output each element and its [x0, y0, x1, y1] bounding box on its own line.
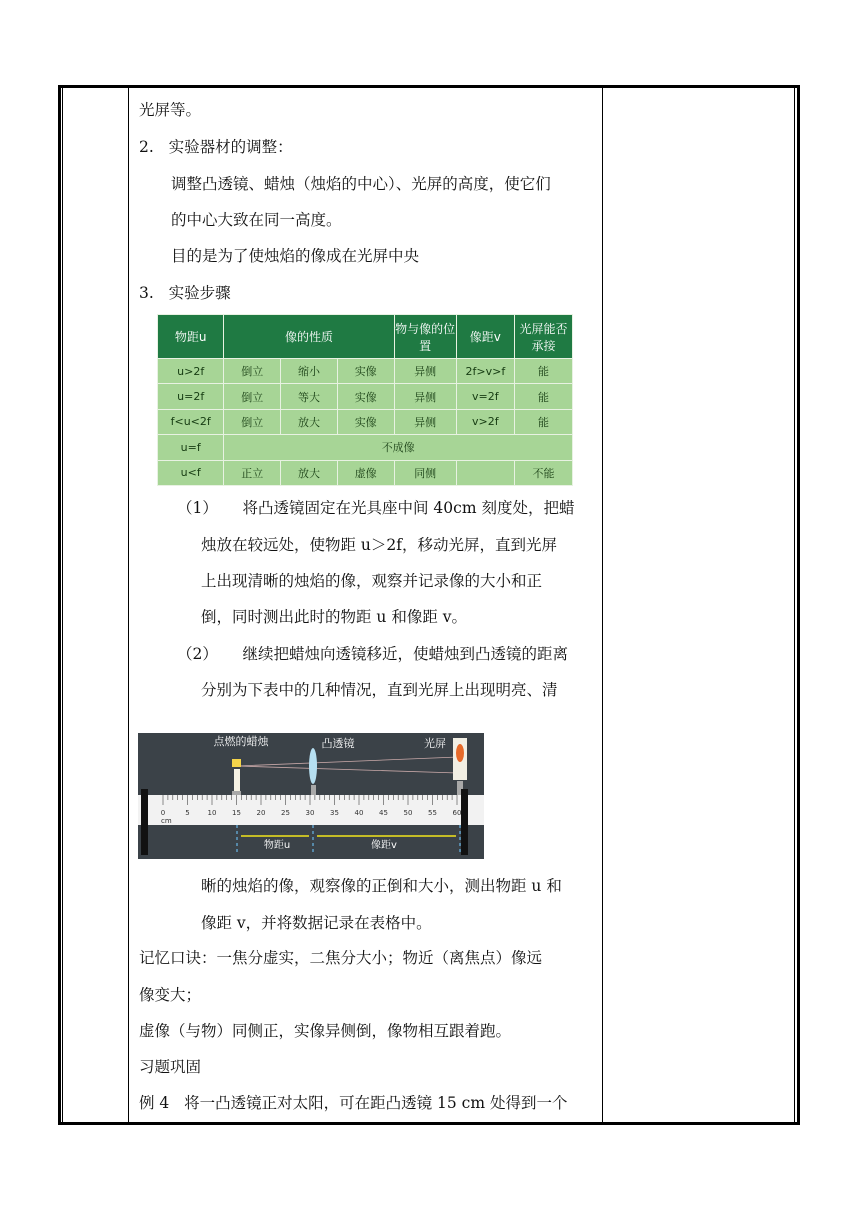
- step-line: 像距 v，并将数据记录在表格中。: [201, 914, 432, 932]
- exercise-heading: 习题巩固: [139, 1058, 202, 1076]
- table-cell: 等大: [281, 384, 338, 409]
- mnemonic-line: 记忆口诀：一焦分虚实，二焦分大小；物近（离焦点）像远: [139, 949, 543, 967]
- table-cell: 放大: [281, 460, 338, 485]
- table-cell: 异侧: [394, 384, 456, 409]
- text-line: 光屏等。: [139, 101, 202, 119]
- table-cell: 不成像: [224, 435, 573, 460]
- table-cell: u>2f: [158, 359, 224, 384]
- table-cell: v=2f: [456, 384, 514, 409]
- table-cell: 能: [514, 409, 572, 434]
- lens-label: 凸透镜: [321, 737, 355, 750]
- ruler-tick-label: 30: [305, 809, 315, 817]
- step-line: 分别为下表中的几种情况，直到光屏上出现明亮、清: [201, 681, 558, 699]
- table-cell: 能: [514, 384, 572, 409]
- ruler-tick-label: 35: [330, 809, 339, 817]
- table-header: 物与像的位置: [394, 315, 456, 359]
- section-heading: 2. 实验器材的调整：: [139, 138, 293, 156]
- section-heading: 3. 实验步骤: [139, 284, 231, 302]
- step-line: （2） 继续把蜡烛向透镜移近，使蜡烛到凸透镜的距离: [177, 645, 568, 663]
- ruler-tick-label: 10: [207, 809, 217, 817]
- table-cell-slash: [456, 460, 514, 485]
- ruler-tick-label: 20: [256, 809, 266, 817]
- table-cell: 虚像: [337, 460, 394, 485]
- table-cell: 同侧: [394, 460, 456, 485]
- table-cell: 实像: [337, 359, 394, 384]
- ruler-tick-label: 60: [452, 809, 462, 817]
- table-header: 像的性质: [224, 315, 394, 359]
- optical-bench-photo: [138, 733, 484, 859]
- step-line: 烛放在较远处，使物距 u＞2f，移动光屏，直到光屏: [201, 536, 558, 554]
- table-cell: 不能: [514, 460, 572, 485]
- mnemonic-line: 虚像（与物）同侧正，实像异侧倒，像物相互跟着跑。: [139, 1022, 512, 1040]
- ruler-unit: cm: [161, 817, 172, 825]
- column-divider-left: [128, 85, 129, 1125]
- table-cell: f<u<2f: [158, 409, 224, 434]
- object-distance-label: 物距u: [263, 840, 291, 851]
- table-frame: [58, 85, 800, 1125]
- table-cell: 放大: [281, 409, 338, 434]
- example-line: 例 4 将一凸透镜正对太阳，可在距凸透镜 15 cm 处得到一个: [139, 1094, 568, 1112]
- table-cell: u=f: [158, 435, 224, 460]
- text-line: 的中心大致在同一高度。: [171, 211, 342, 229]
- ruler-tick-label: 45: [379, 809, 388, 817]
- ruler-tick-label: 15: [232, 809, 241, 817]
- table-cell: 倒立: [224, 409, 281, 434]
- table-cell: u=2f: [158, 384, 224, 409]
- text-line: 目的是为了使烛焰的像成在光屏中央: [171, 247, 420, 265]
- table-header: 像距v: [456, 315, 514, 359]
- table-cell: v>2f: [456, 409, 514, 434]
- table-cell: 正立: [224, 460, 281, 485]
- step-line: （1） 将凸透镜固定在光具座中间 40cm 刻度处，把蜡: [177, 499, 575, 517]
- ruler-tick-label: 40: [354, 809, 364, 817]
- table-cell: u<f: [158, 460, 224, 485]
- table-header: 光屏能否承接: [514, 315, 572, 359]
- column-divider-right: [602, 85, 603, 1125]
- candle-label: 点燃的蜡烛: [213, 735, 269, 748]
- image-distance-label: 像距v: [371, 840, 397, 851]
- ruler-tick-label: 50: [403, 809, 413, 817]
- table-cell: 异侧: [394, 359, 456, 384]
- column-divider-outer-right: [794, 85, 795, 1125]
- column-divider-outer: [62, 85, 63, 1125]
- table-cell: 缩小: [281, 359, 338, 384]
- ruler-tick-label: 5: [185, 809, 190, 817]
- table-cell: 倒立: [224, 359, 281, 384]
- ruler-tick-label: 0: [160, 809, 166, 817]
- step-line: 晰的烛焰的像，观察像的正倒和大小，测出物距 u 和: [201, 877, 562, 895]
- screen-label: 光屏: [424, 737, 446, 750]
- table-cell: 2f>v>f: [456, 359, 514, 384]
- table-header: 物距u: [158, 315, 224, 359]
- table-cell: 实像: [337, 384, 394, 409]
- mnemonic-line: 像变大；: [139, 986, 202, 1004]
- step-line: 上出现清晰的烛焰的像，观察并记录像的大小和正: [201, 572, 543, 590]
- optical-bench-drawing: [138, 733, 484, 859]
- table-cell: 异侧: [394, 409, 456, 434]
- lens-imaging-table-image: [157, 314, 573, 486]
- ruler-tick-label: 55: [428, 809, 437, 817]
- step-line: 倒，同时测出此时的物距 u 和像距 v。: [201, 608, 468, 626]
- ruler-tick-label: 25: [281, 809, 290, 817]
- table-cell: 能: [514, 359, 572, 384]
- text-line: 调整凸透镜、蜡烛（烛焰的中心）、光屏的高度，使它们: [171, 175, 551, 193]
- table-cell: 倒立: [224, 384, 281, 409]
- table-cell: 实像: [337, 409, 394, 434]
